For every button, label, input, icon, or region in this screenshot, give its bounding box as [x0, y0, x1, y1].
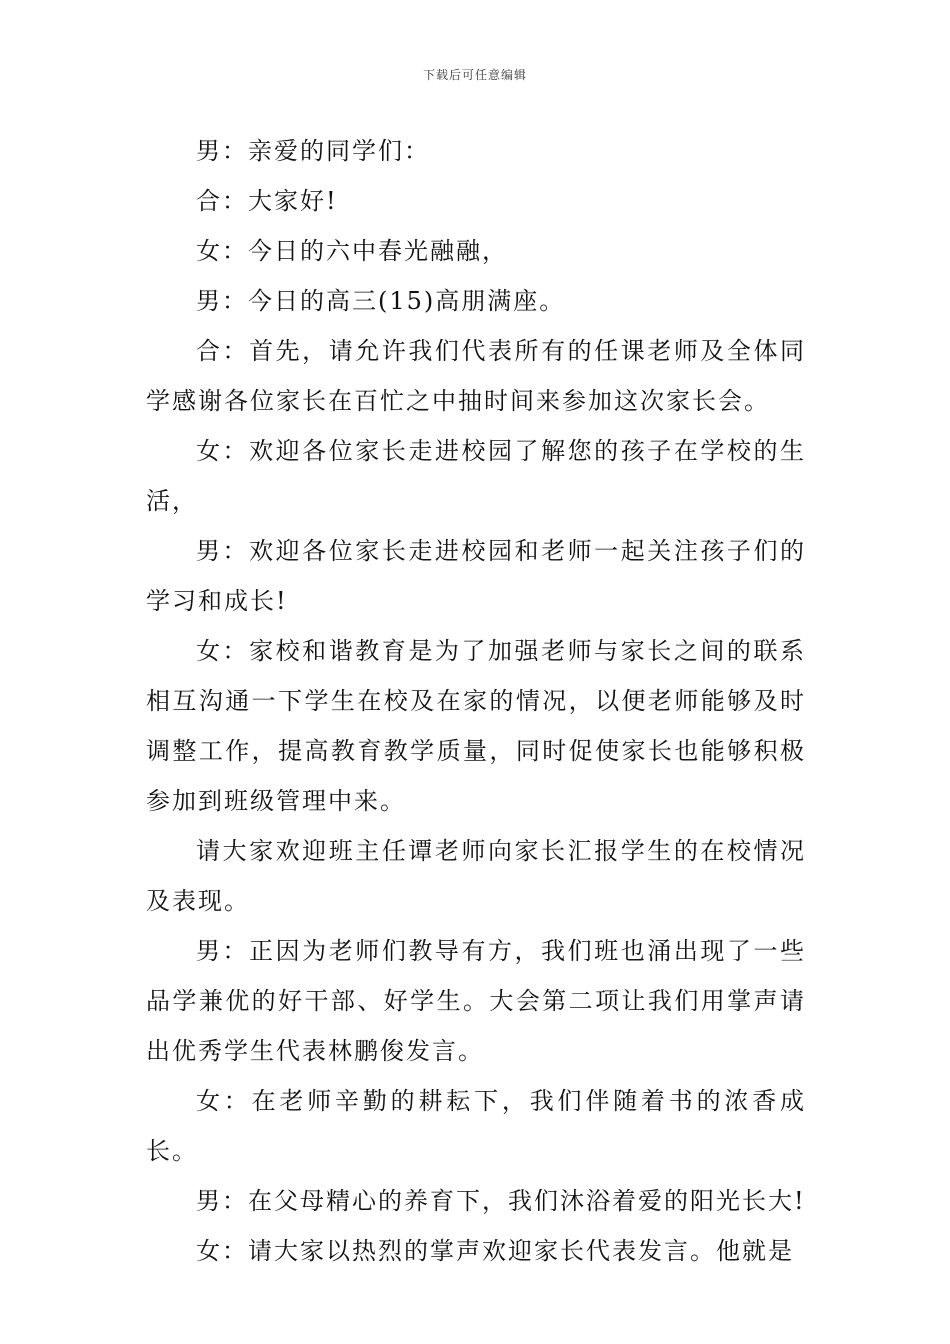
- document-body: [146, 126, 806, 1276]
- paragraph: 女：在老师辛勤的耕耘下，我们伴随着书的浓香成长。: [146, 1087, 806, 1165]
- paragraph: 女：家校和谐教育是为了加强老师与家长之间的联系相互沟通一下学生在校及在家的情况，以便老师能够及时调整工作，提高教育教学质量，同时促使家长也能够积极参加到班级管理中来。: [146, 637, 806, 815]
- paragraph: 女：今日的六中春光融融，: [196, 237, 508, 265]
- paragraph: 合：首先，请允许我们代表所有的任课老师及全体同学感谢各位家长在百忙之中抽时间来参加这次家长会。: [146, 337, 806, 415]
- paragraph: 男：欢迎各位家长走进校园和老师一起关注孩子们的学习和成长!: [146, 537, 806, 615]
- paragraph: 男：今日的高三(15)高朋满座。: [196, 287, 566, 315]
- header-note: 下载后可任意编辑: [422, 68, 527, 82]
- paragraph: 请大家欢迎班主任谭老师向家长汇报学生的在校情况及表现。: [146, 837, 806, 915]
- paragraph: 女：欢迎各位家长走进校园了解您的孩子在学校的生活，: [146, 437, 806, 515]
- paragraph: 男：在父母精心的养育下，我们沐浴着爱的阳光长大!: [196, 1187, 806, 1215]
- paragraph: 合：大家好!: [196, 187, 338, 215]
- paragraph: 女：请大家以热烈的掌声欢迎家长代表发言。他就是: [196, 1237, 794, 1265]
- paragraph: 男：正因为老师们教导有方，我们班也涌出现了一些品学兼优的好干部、好学生。大会第二项让我们用掌声请出优秀学生代表林鹏俊发言。: [146, 937, 806, 1065]
- paragraph: 男：亲爱的同学们：: [196, 137, 430, 165]
